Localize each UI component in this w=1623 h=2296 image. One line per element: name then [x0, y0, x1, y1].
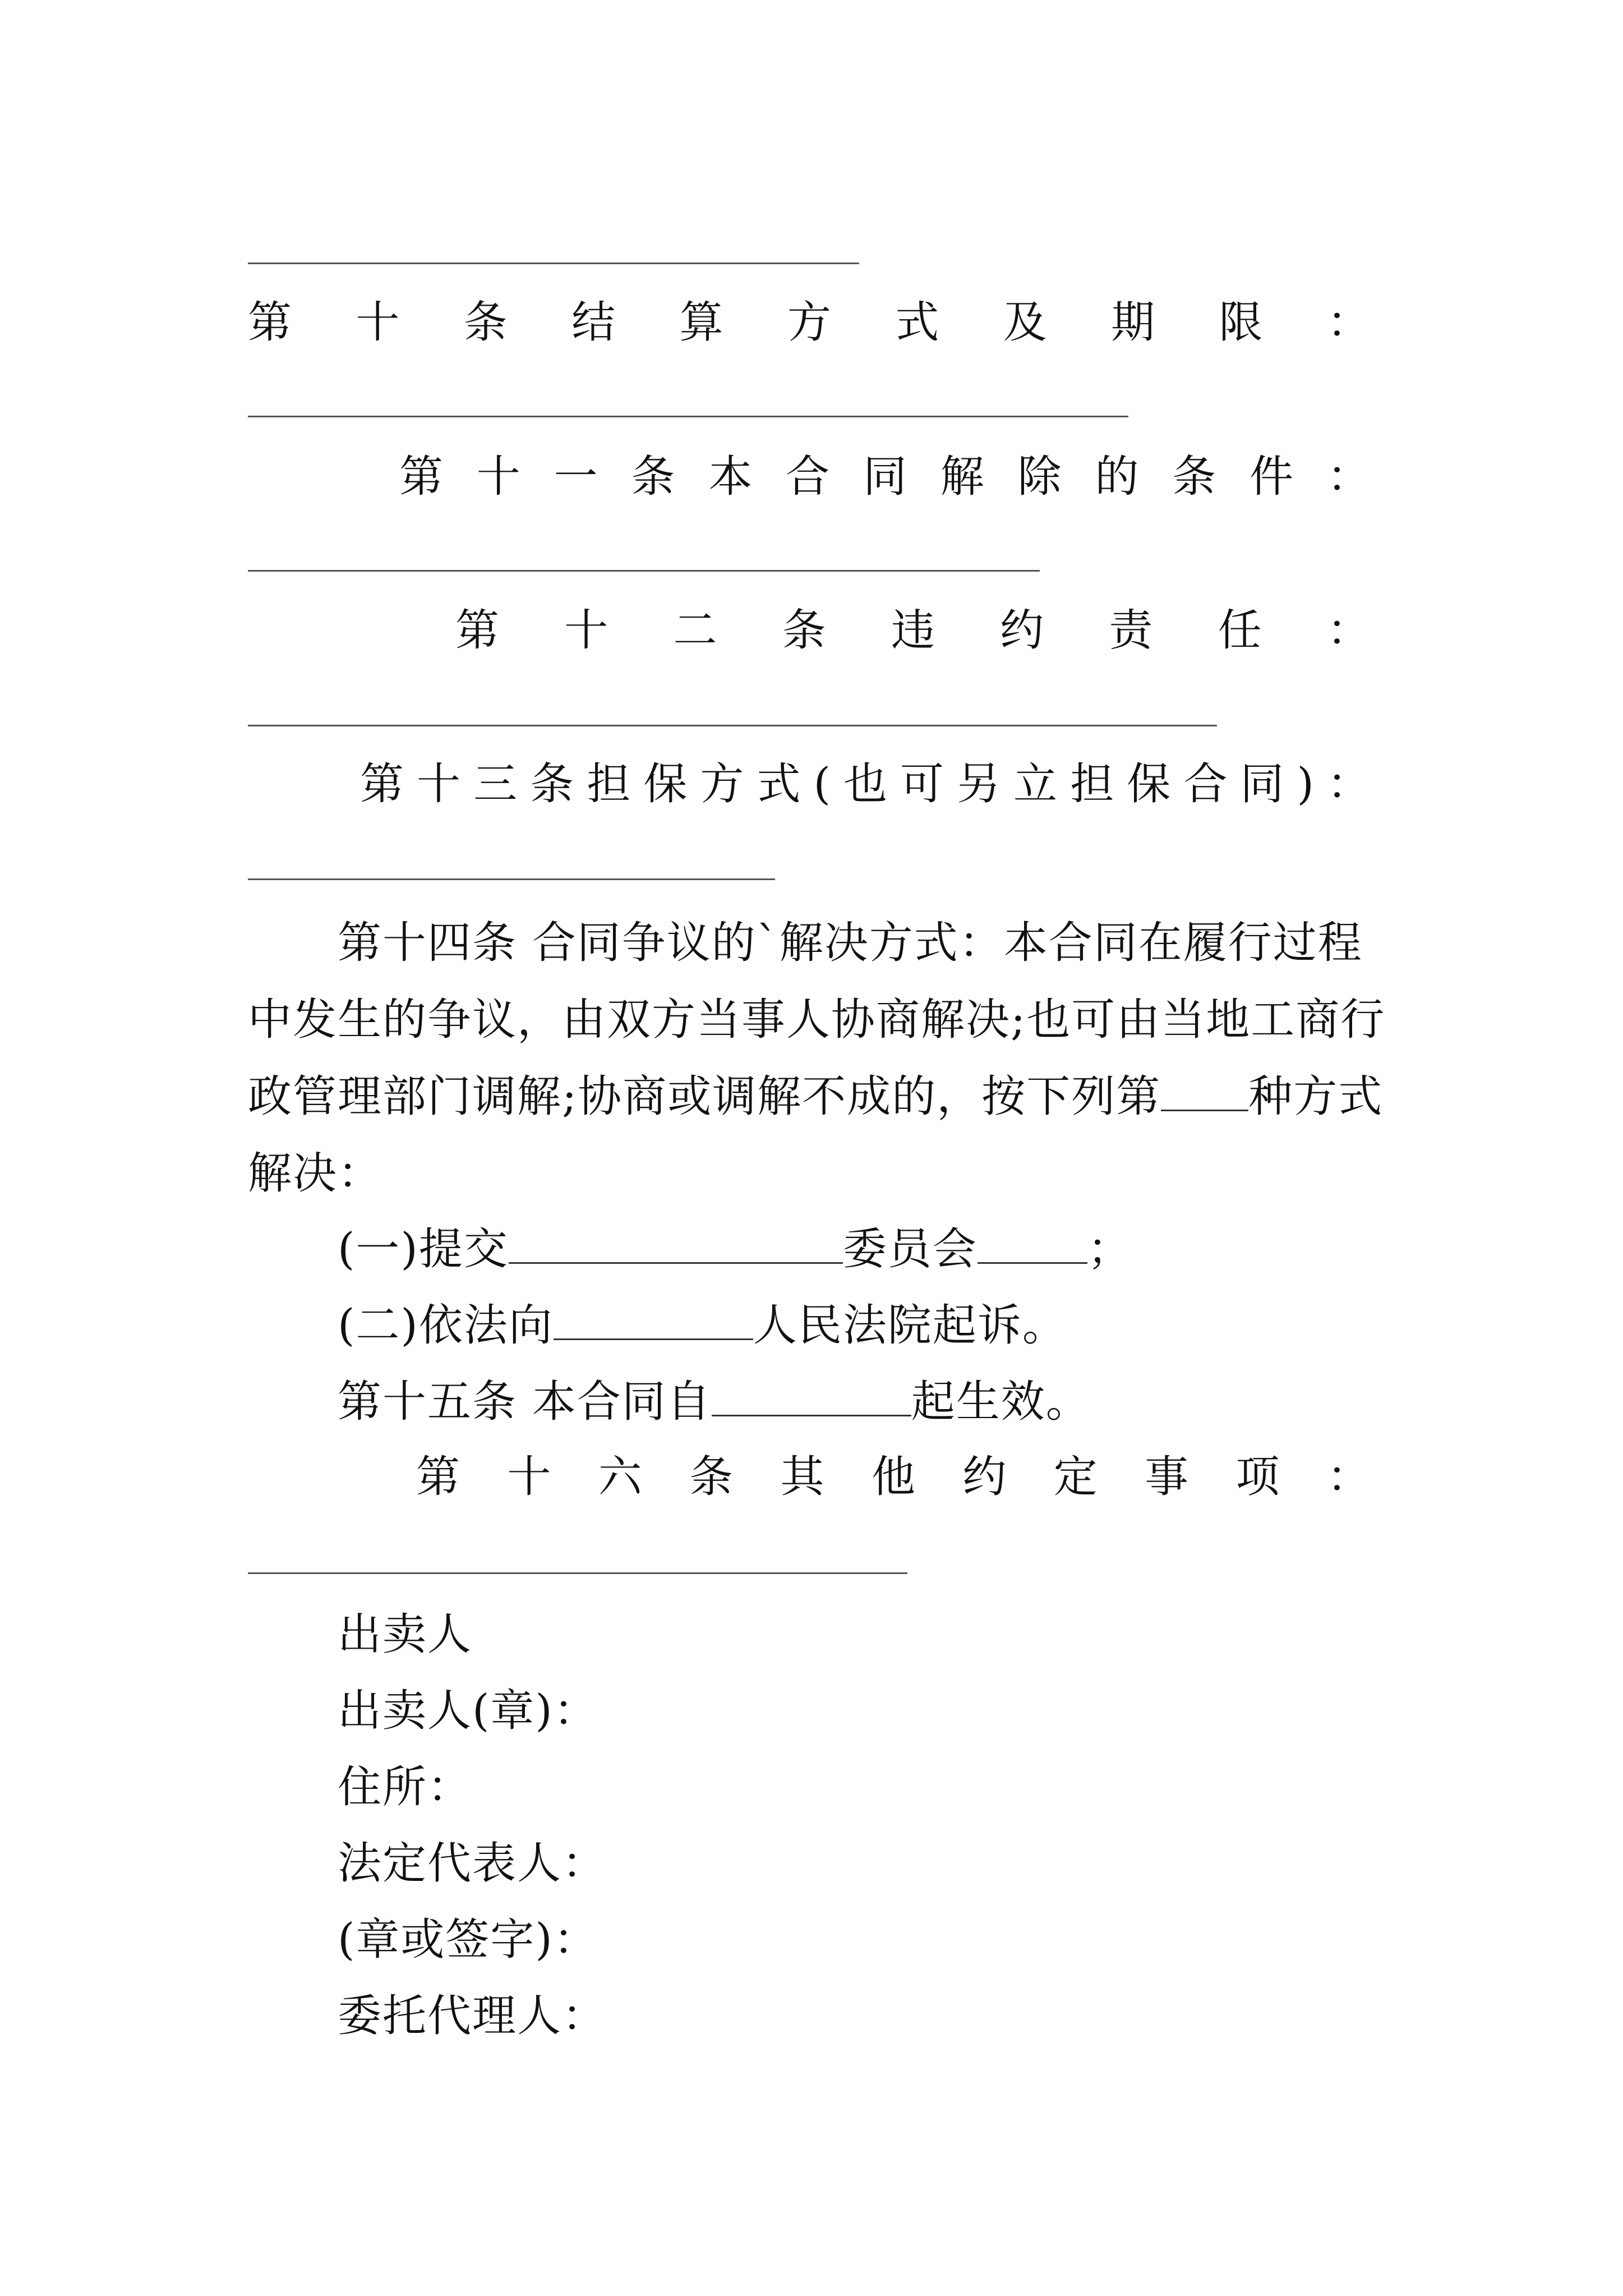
heading-char: 他 — [871, 1452, 915, 1502]
option-2-suffix: 人民法院起诉。 — [753, 1300, 1067, 1351]
heading-char: 合 — [786, 452, 830, 502]
article-13-heading — [360, 753, 1371, 815]
fill-line — [248, 878, 775, 880]
heading-char: 同 — [863, 452, 907, 502]
heading-char: 保 — [1127, 759, 1171, 809]
article-12-heading — [455, 600, 1371, 661]
option-2-prefix: (二)依法向 — [338, 1300, 554, 1351]
fill-line — [248, 570, 1040, 572]
arbitration-detail-blank — [978, 1223, 1087, 1264]
heading-char: 保 — [643, 759, 688, 809]
heading-char: 十 — [564, 605, 608, 656]
heading-char: 式 — [757, 759, 801, 809]
seal-or-signature-label: (章或签字)： — [338, 1915, 598, 1965]
heading-char: 第 — [416, 1452, 460, 1502]
option-1-suffix: ； — [1087, 1224, 1132, 1274]
heading-char: 第 — [455, 605, 500, 656]
heading-char: 条 — [689, 1452, 734, 1502]
arbitration-blank — [509, 1223, 843, 1264]
heading-char: ： — [1326, 1452, 1371, 1502]
court-blank — [554, 1299, 753, 1340]
heading-char: 除 — [1017, 452, 1062, 502]
heading-char: 条 — [631, 452, 675, 502]
heading-char: 六 — [598, 1452, 642, 1502]
article-16-heading — [416, 1446, 1371, 1508]
option-1-mid: 委员会 — [842, 1224, 978, 1274]
effective-date-blank — [712, 1375, 911, 1416]
article-11-text — [399, 446, 1371, 508]
heading-char: 结 — [571, 297, 616, 348]
seller-seal-label: 出卖人(章)： — [338, 1686, 598, 1736]
heading-char: 条 — [1172, 452, 1216, 502]
heading-char: 可 — [900, 759, 944, 809]
option-1 — [338, 1218, 1132, 1280]
heading-char: 十 — [417, 759, 461, 809]
article-11-heading — [399, 446, 1371, 508]
heading-char: 任 — [1218, 605, 1262, 656]
heading-char: 也 — [843, 759, 887, 809]
heading-char: 责 — [1109, 605, 1153, 656]
heading-char: 第 — [248, 297, 292, 348]
heading-char: 限 — [1219, 297, 1263, 348]
article-14-text: 第十四条 合同争议的`解决方式：本合同在履行过程中发生的争议，由双方当事人协商解决;也可由当地工商行政管理部门调解;协商或调解不成的，按下列第 — [248, 918, 1386, 1122]
fill-line — [248, 263, 859, 264]
heading-char: 立 — [1013, 759, 1058, 809]
heading-char: ： — [1326, 759, 1371, 809]
article-16-text — [416, 1446, 1371, 1508]
heading-char: 担 — [1070, 759, 1114, 809]
heading-char: ： — [1326, 452, 1371, 502]
heading-char: ( — [813, 759, 831, 809]
address-label: 住所： — [338, 1762, 473, 1812]
heading-char: ： — [1326, 297, 1371, 348]
heading-char: 三 — [473, 759, 518, 809]
heading-char: ： — [1326, 605, 1371, 656]
heading-char: 一 — [554, 452, 598, 502]
heading-char: 担 — [587, 759, 631, 809]
heading-char: 式 — [895, 297, 939, 348]
heading-char: 十 — [507, 1452, 551, 1502]
heading-char: 违 — [891, 605, 935, 656]
heading-char: 算 — [679, 297, 723, 348]
article-14-tail: 种方式解决： — [248, 1071, 1384, 1199]
article-13-text — [360, 753, 1371, 815]
heading-char: 第 — [360, 759, 404, 809]
heading-char: 的 — [1095, 452, 1139, 502]
heading-char: 合 — [1183, 759, 1228, 809]
article-10-text — [248, 292, 1371, 353]
heading-char: 方 — [787, 297, 831, 348]
heading-char: 方 — [700, 759, 744, 809]
fill-line — [248, 416, 1128, 417]
heading-char: 其 — [780, 1452, 824, 1502]
article-15-suffix: 起生效。 — [911, 1377, 1091, 1427]
heading-char: 条 — [530, 759, 574, 809]
heading-char: 约 — [1000, 605, 1044, 656]
heading-char: 件 — [1249, 452, 1294, 502]
seller-label: 出卖人 — [338, 1609, 473, 1660]
heading-char: 解 — [940, 452, 984, 502]
heading-char: 条 — [463, 297, 508, 348]
heading-char: 十 — [476, 452, 520, 502]
option-number-blank — [1161, 1070, 1248, 1111]
heading-char: 及 — [1003, 297, 1047, 348]
legal-representative-label: 法定代表人： — [338, 1838, 607, 1889]
article-15-prefix: 第十五条 本合同自 — [338, 1377, 712, 1427]
heading-char: 事 — [1145, 1452, 1189, 1502]
fill-line — [248, 1572, 907, 1574]
fill-line — [248, 725, 1217, 726]
article-14-paragraph — [248, 905, 1392, 1212]
heading-char: 第 — [399, 452, 444, 502]
option-1-prefix: (一)提交 — [338, 1224, 509, 1274]
article-12-text — [455, 600, 1371, 661]
option-2 — [338, 1295, 1067, 1356]
heading-char: 项 — [1235, 1452, 1280, 1502]
heading-char: 另 — [957, 759, 1001, 809]
heading-char: 约 — [962, 1452, 1007, 1502]
heading-char: 期 — [1111, 297, 1155, 348]
heading-char: 定 — [1053, 1452, 1098, 1502]
heading-char: 二 — [673, 605, 717, 656]
heading-char: 条 — [782, 605, 826, 656]
article-15 — [338, 1371, 1091, 1433]
heading-char: 同 — [1240, 759, 1284, 809]
heading-char: 十 — [356, 297, 400, 348]
heading-char: ) — [1297, 759, 1314, 809]
agent-label: 委托代理人： — [338, 1991, 607, 2041]
heading-char: 本 — [708, 452, 753, 502]
article-10-heading — [248, 292, 1371, 353]
